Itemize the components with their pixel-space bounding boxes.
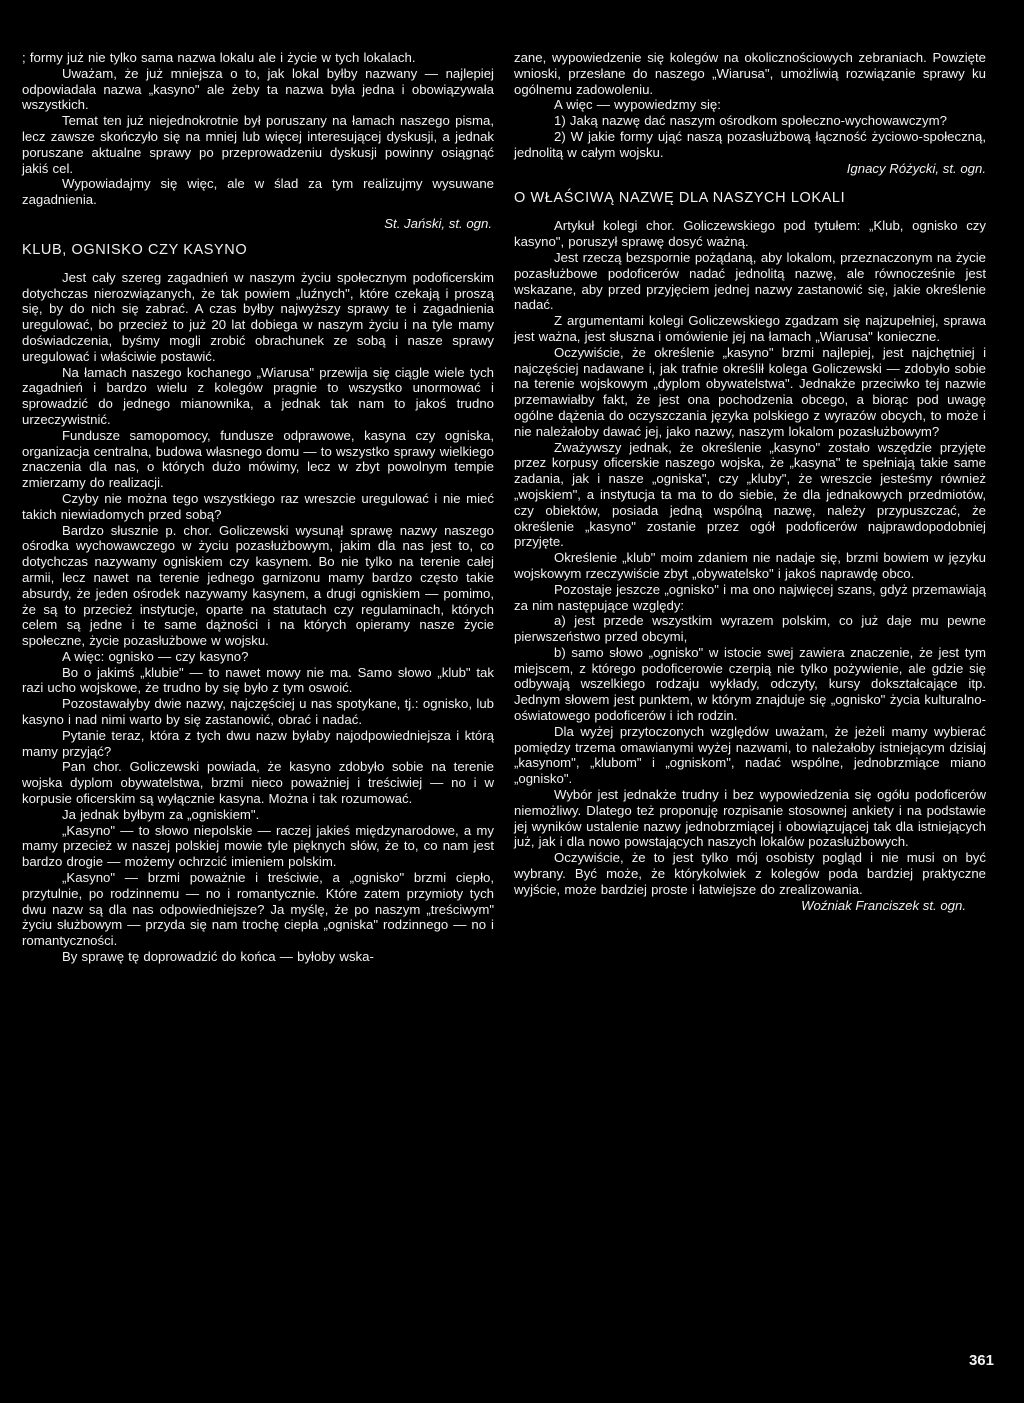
article-heading-nazwa: O WŁAŚCIWĄ NAZWĘ DLA NASZYCH LOKALI <box>514 190 846 207</box>
paragraph: Pytanie teraz, która z tych dwu nazw byłaby najodpowiedniejsza i którą mamy przyjąć? <box>22 727 494 759</box>
paragraph: Bardzo słusznie p. chor. Goliczewski wysunął sprawę nazwy naszego ośrodka wychowawczego w życiu pozasłużbowym, jakim dla nas jest to, co dotychczas nazywamy ogniskiem czy kasynem. Bo nie tylko na terenie całej armii, lecz nawet na terenie jednego garnizonu mamy bardzo często takie absurdy, że jeden ośrodek nazywamy kasynem, a drugi ogniskiem — pomimo, że są to przecież instytucje, oparte na statutach czy regulaminach, których celem są jedne i te same dążności i na których opieramy nasze życie społeczne, życie pozasłużbowe w wojsku. <box>22 522 494 649</box>
list-item-b: b) samo słowo „ognisko" w istocie swej zawiera znaczenie, że jest tym miejscem, z którego podoficerowie czerpią nie tylko pożywienie, ale gdzie się odbywają wszelkiego rodzaju wykłady, odczyty, kursy dokształcające itp. Jednym słowem jest punktem, w którym znajduje się „ognisko" życia kulturalno-oświatowego podoficerów i ich rodzin. <box>514 644 986 724</box>
paragraph: Oczywiście, że określenie „kasyno" brzmi najlepiej, jest najchętniej i najczęściej nadawane i, jak trafnie określił kolega Goliczewski — zdobyło sobie na terenie wojskowym „dyplom obywatelstwa". Jednakże przeciwko tej nazwie przemawiałby fakt, że jest ona pochodzenia obcego, a biorąc pod uwagę ogólne dążenia do oczyszczania języka polskiego z wyrazów obcych, to może i nie należałoby dawać jej, jako nazwy, naszym lokalom pozasłużbowym? <box>514 344 986 439</box>
paragraph: Wypowiadajmy się więc, ale w ślad za tym realizujmy wysuwane zagadnienia. <box>22 176 494 208</box>
paragraph: Dla wyżej przytoczonych względów uważam, że jeżeli mamy wybierać pomiędzy trzema omawianymi wyżej nazwami, to należałoby istniejącym dzisiaj „kasynom", „klubom" i „ogniskom", nadać wspólne, jednobrzmiące miano „ognisko". <box>514 723 986 787</box>
paragraph: Pozostaje jeszcze „ognisko" i ma ono najwięcej szans, gdyż przemawiają za nim następujące względy: <box>514 581 986 613</box>
page-number: 361 <box>968 1352 994 1369</box>
signature-wozniak: Woźniak Franciszek st. ogn. <box>801 897 966 913</box>
right-column <box>514 50 986 913</box>
paragraph: A więc: ognisko — czy kasyno? <box>62 648 249 664</box>
list-item-a: a) jest przede wszystkim wyrazem polskim, co już daje mu pewne pierwszeństwo przed obcymi, <box>514 613 986 645</box>
paragraph: „Kasyno" — brzmi poważnie i treściwie, a „ognisko" brzmi ciepło, przytulnie, po rodzinnemu — no i romantycznie. Które zatem przymioty tych dwu nazw są dla nas odpowiedniejsze? Ja myślę, że po naszym „treściwym" życiu służbowym — przyda się nam trochę ciepła „ogniska" rodzinnego — no i romantyczności. <box>22 870 494 949</box>
paragraph: Określenie „klub" moim zdaniem nie nadaje się, brzmi bowiem w języku wojskowym rzeczywiście zbyt „obywatelsko" i jakoś naprawdę obco. <box>514 550 986 581</box>
question-1: 1) Jaką nazwę dać naszym ośrodkom społeczno-wychowawczym? <box>554 113 947 129</box>
paragraph: ; formy już nie tylko sama nazwa lokalu ale i życie w tych lokalach. <box>22 50 416 65</box>
paragraph: Wybór jest jednakże trudny i bez wypowiedzenia się ogółu podoficerów niemożliwy. Dlatego też proponuję rozpisanie stosownej ankiety i na podstawie jej wyników ustalenie nazwy jednobrzmiącej i obowiązującej tak dla istniejących już, jak i dla nowo powstających naszych lokalów pozasłużbowych. <box>514 787 986 850</box>
signature-janski: St. Jański, st. ogn. <box>384 215 492 231</box>
paragraph: Uważam, że już mniejsza o to, jak lokal byłby nazwany — najlepiej odpowiadała nazwa „kasyno" ale żeby ta nazwa była jedna i obowiązywała wszystkich. <box>22 65 494 113</box>
paragraph: Z argumentami kolegi Goliczewskiego zgadzam się najzupełniej, sprawa jest ważna, jest słuszna i omówienie jej na łamach „Wiarusa" konieczne. <box>514 313 986 344</box>
left-column <box>22 50 494 965</box>
article-heading-klub: KLUB, OGNISKO CZY KASYNO <box>22 241 248 258</box>
paragraph: Pozostawałyby dwie nazwy, najczęściej u nas spotykane, tj.: ognisko, lub kasyno i nad nimi warto by się zastanowić, obrać i nadać. <box>22 696 494 728</box>
paragraph: Jest cały szereg zagadnień w naszym życiu społecznym podoficerskim dotychczas nierozwiązanych, że tak powiem „luźnych", które czekają i proszą się, by do nich się zabrać. A czas byłby najwyższy sprawy te i zagadnienia uregulować, bo przecież to już 20 lat dobiega w naszym życiu i na tyle mamy doświadczenia, byśmy mogli zrobić obrachunek ze sobą i nasze sprawy uregulować i właściwie postawić. <box>22 269 494 364</box>
paragraph: Fundusze samopomocy, fundusze odprawowe, kasyna czy ogniska, organizacja centralna, budowa własnego domu — to wszystko sprawy wielkiego znaczenia dla nas, o których dużo mówimy, lecz w zbyt powolnym tempie zmierzamy do realizacji. <box>22 427 494 491</box>
paragraph: Ja jednak byłbym za „ogniskiem". <box>62 806 260 822</box>
paragraph: Artykuł kolegi chor. Goliczewskiego pod tytułem: „Klub, ognisko czy kasyno", poruszył sprawę dosyć ważną. <box>514 218 986 250</box>
question-2: 2) W jakie formy ująć naszą pozasłużbową łączność życiowo-społeczną, jednolitą w całym wojsku. <box>514 128 986 160</box>
paragraph: A więc — wypowiedzmy się: <box>554 97 721 113</box>
paragraph: Oczywiście, że to jest tylko mój osobisty pogląd i nie musi on być wybrany. Być może, że którykolwiek z kolegów poda bardziej praktyczne wyjście, może bardziej proste i łatwiejsze do zrealizowania. <box>514 850 986 897</box>
paragraph: Bo o jakimś „klubie" — to nawet mowy nie ma. Samo słowo „klub" tak razi ucho wojskowe, że trudno by się było z tym oswoić. <box>22 664 494 696</box>
paragraph: Temat ten już niejednokrotnie był poruszany na łamach naszego pisma, lecz zawsze skończyło się na mniej lub więcej interesującej dyskusji, a jednak poruszane aktualne sprawy po przeprowadzeniu dyskusji powinny osiągnąć jakiś cel. <box>22 113 494 176</box>
paragraph: „Kasyno" — to słowo niepolskie — raczej jakieś międzynarodowe, a my mamy przecież w naszej polskiej mowie tyle pięknych słów, że to, co nam jest bardzo drogie — możemy ochrzcić imieniem polskim. <box>22 822 494 870</box>
paragraph: Jest rzeczą bezspornie pożądaną, aby lokalom, przeznaczonym na życie pozasłużbowe podoficerów nadać jednolitą nazwę, ale równocześnie jest wskazane, aby przed przyjęciem jednej nazwy zastanowić się, jakie określenie nadać. <box>514 249 986 313</box>
paragraph: Pan chor. Goliczewski powiada, że kasyno zdobyło sobie na terenie wojska dyplom obywatelstwa, brzmi nieco poważniej i treściwiej — no i w korpusie oficerskim są wyłącznie kasyna. Można i tak rozumować. <box>22 759 494 807</box>
paragraph: Czyby nie można tego wszystkiego raz wreszcie uregulować i nie mieć takich niewiadomych przed sobą? <box>22 490 494 522</box>
paragraph: By sprawę tę doprowadzić do końca — byłoby wska- <box>62 949 374 965</box>
paragraph: zane, wypowiedzenie się kolegów na okolicznościowych zebraniach. Powzięte wnioski, przesłane do naszego „Wiarusa", umożliwią rozwiązanie sprawy ku ogólnemu zadowoleniu. <box>514 50 986 97</box>
paragraph: Zważywszy jednak, że określenie „kasyno" zostało wszędzie przyjęte przez korpusy oficerskie naszego wojska, że „kasyna" te spełniają takie same zadania, jak i nasze „ogniska", czy „kluby", że wreszcie jesteśmy również „wojskiem", a instytucja ta ma to do siebie, że dla jednakowych przedmiotów, czy obiektów, posiada jedną wspólną nazwę, należy przypuszczać, że określenie „kasyno" zostanie przez ogół podoficerów najprawdopodobniej przyjęte. <box>514 439 986 550</box>
paragraph: Na łamach naszego kochanego „Wiarusa" przewija się ciągle wiele tych zagadnień i bardzo wielu z kolegów pragnie to wszystko unormować i sprowadzić do jednego mianownika, a jednak tak nam to jakoś trudno urzeczywistnić. <box>22 364 494 427</box>
signature-rozycki: Ignacy Różycki, st. ogn. <box>846 160 986 176</box>
